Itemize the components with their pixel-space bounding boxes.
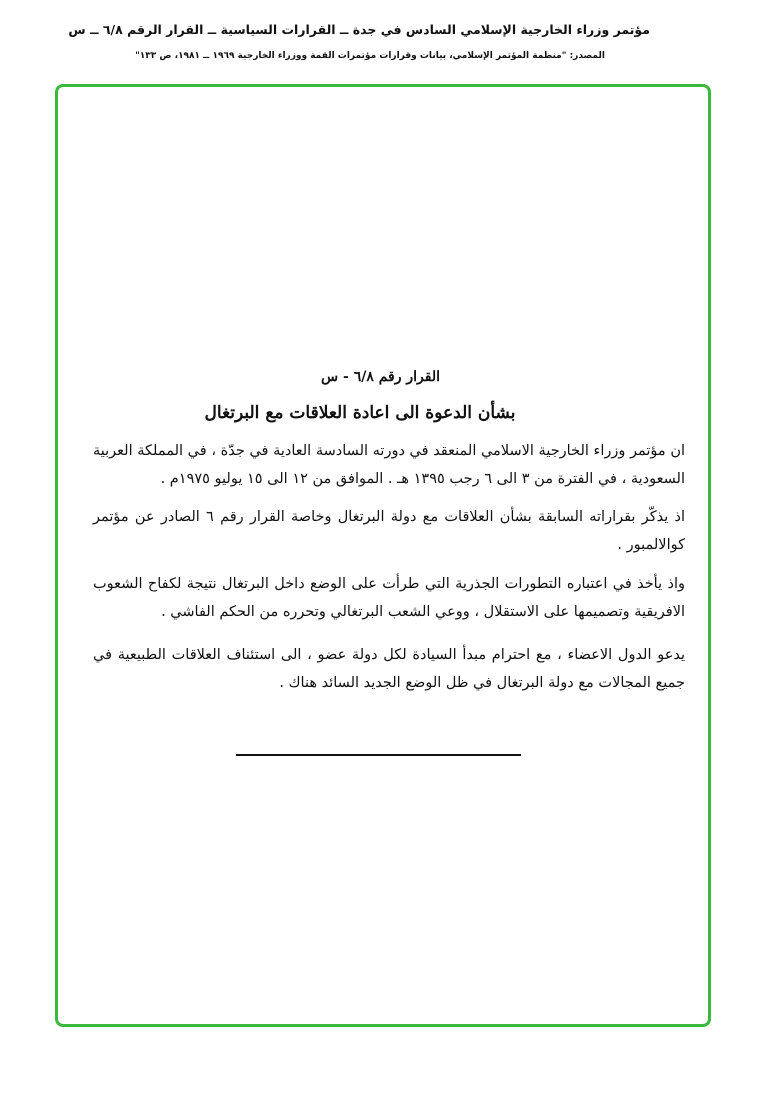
header-source: المصدر: "منظمة المؤتمر الإسلامي، بيانات وقرارات مؤتمرات القمة ووزراء الخارجية ١٩٦٩ ــ ١٩٨١، ص ١٣٣" <box>135 51 605 61</box>
paragraph-preamble: ان مؤتمر وزراء الخارجية الاسلامي المنعقد في دورته السادسة العادية في جدّة ، في المملكة العربية السعودية ، في الفترة من ٣ الى ٦ رجب ١٣٩٥ هـ . الموافق من ١٢ الى ١٥ يوليو ١٩٧٥م . <box>93 443 685 487</box>
resolution-number: القرار رقم ٦/٨ - س <box>321 369 440 385</box>
resolution-subject: بشأن الدعوة الى اعادة العلاقات مع البرتغال <box>204 403 516 423</box>
header-title: مؤتمر وزراء الخارجية الإسلامي السادس في جدة ــ القرارات السياسية ــ القرار الرقم ٦/٨ ــ س <box>68 22 650 37</box>
paragraph-considering: واذ يأخذ في اعتباره التطورات الجذرية التي طرأت على الوضع داخل البرتغال نتيجة لكفاح الشعوب الافريقية وتصميمها على الاستقلال ، ووعي الشعب البرتغالي وتحرره من الحكم الفاشي . <box>93 576 685 620</box>
paragraph-operative: يدعو الدول الاعضاء ، مع احترام مبدأ السيادة لكل دولة عضو ، الى استئناف العلاقات الطبيعية في جميع المجالات مع دولة البرتغال في ظل الوضع الجديد السائد هناك . <box>93 647 685 691</box>
paragraph-recalling: اذ يذكّر بقراراته السابقة بشأن العلاقات مع دولة البرتغال وخاصة القرار رقم ٦ الصادر عن مؤتمر كوالالمبور . <box>93 509 686 553</box>
separator-line <box>236 754 521 756</box>
